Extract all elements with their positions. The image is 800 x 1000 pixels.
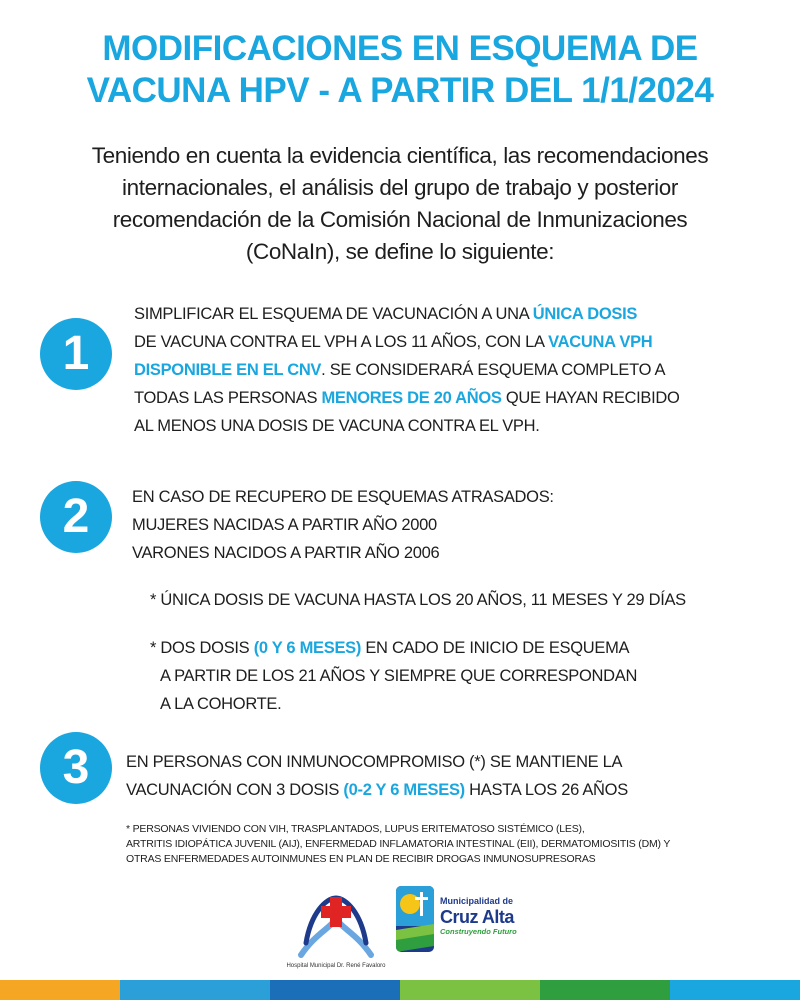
municipality-label: Municipalidad de — [440, 896, 514, 906]
footnote — [126, 822, 670, 867]
item-2-line-2: MUJERES NACIDAS A PARTIR AÑO 2000 — [132, 516, 437, 534]
item-2-sub-2-text-end: EN CADO DE INICIO DE ESQUEMA — [361, 639, 630, 657]
stripe-segment-blue — [120, 980, 270, 1000]
item-1-highlight-unica-dosis: ÚNICA DOSIS — [532, 305, 638, 323]
hospital-ribbon-cross-icon — [286, 883, 386, 963]
item-1-line-4-text-end: QUE HAYAN RECIBIDO — [501, 389, 680, 407]
hospital-logo-caption: Hospital Municipal Dr. René Favaloro — [286, 963, 386, 969]
item-2-number-badge: 2 — [40, 481, 112, 553]
page-title — [0, 28, 800, 112]
hospital-logo — [286, 883, 386, 963]
item-3-highlight-dosis: (0-2 Y 6 MESES) — [343, 781, 465, 799]
municipality-shield-icon — [396, 886, 434, 952]
item-2-highlight-dosis: (0 Y 6 MESES) — [253, 639, 362, 657]
municipality-text — [440, 896, 517, 937]
item-1-line-1-text: SIMPLIFICAR EL ESQUEMA DE VACUNACIÓN A UNA — [134, 305, 533, 323]
intro-line-4: (CoNaIn), se define lo siguiente: — [245, 239, 555, 264]
intro-paragraph — [40, 140, 760, 268]
intro-line-3: recomendación de la Comisión Nacional de Inmunizaciones — [112, 207, 688, 232]
item-2-sub-1 — [150, 586, 686, 614]
item-3-line-2 — [126, 776, 628, 804]
bottom-color-stripe — [0, 980, 800, 1000]
item-2-sub-2-line-3: A LA COHORTE. — [160, 695, 282, 713]
item-1-line-5: AL MENOS UNA DOSIS DE VACUNA CONTRA EL VPH. — [134, 417, 540, 435]
item-2-sub-2-line-2: A PARTIR DE LOS 21 AÑOS Y SIEMPRE QUE CORRESPONDAN — [160, 667, 638, 685]
item-1-text — [134, 300, 680, 440]
item-2-text — [132, 483, 554, 567]
item-2-sub-2-text: * DOS DOSIS — [150, 639, 254, 657]
item-3-text — [126, 748, 628, 804]
item-1-line-2 — [134, 328, 680, 356]
item-2-line-3: VARONES NACIDOS A PARTIR AÑO 2006 — [132, 544, 440, 562]
municipality-shield-logo — [396, 886, 434, 952]
footnote-line-1: * PERSONAS VIVIENDO CON VIH, TRASPLANTADOS, LUPUS ERITEMATOSO SISTÉMICO (LES), — [126, 823, 585, 835]
item-1-line-3-text: . SE CONSIDERARÁ ESQUEMA COMPLETO A — [321, 361, 666, 379]
intro-line-1: Teniendo en cuenta la evidencia científica, las recomendaciones — [91, 143, 709, 168]
item-3-line-2-text-end: HASTA LOS 26 AÑOS — [464, 781, 628, 799]
item-1-line-3 — [134, 356, 680, 384]
intro-line-2: internacionales, el análisis del grupo de trabajo y posterior — [122, 175, 678, 200]
title-line-1: MODIFICACIONES EN ESQUEMA DE — [102, 29, 698, 68]
item-3-line-1: EN PERSONAS CON INMUNOCOMPROMISO (*) SE MANTIENE LA — [126, 753, 623, 771]
municipality-slogan: Construyendo Futuro — [440, 927, 517, 936]
item-2-sub-2 — [150, 634, 637, 718]
stripe-segment-cyan — [670, 980, 800, 1000]
item-1-highlight-cnv: DISPONIBLE EN EL CNV — [134, 361, 322, 379]
municipality-name: Cruz Alta — [440, 907, 514, 927]
item-2-line-1: EN CASO DE RECUPERO DE ESQUEMAS ATRASADOS: — [132, 488, 554, 506]
item-3-line-2-text: VACUNACIÓN CON 3 DOSIS — [126, 781, 344, 799]
stripe-segment-light-green — [400, 980, 540, 1000]
item-1-number-badge: 1 — [40, 318, 112, 390]
item-1-line-4 — [134, 384, 680, 412]
item-1-highlight-vacuna-vph: VACUNA VPH — [548, 333, 653, 351]
item-1-line-4-text: TODAS LAS PERSONAS — [134, 389, 322, 407]
stripe-segment-green — [540, 980, 670, 1000]
item-1-line-2-text: DE VACUNA CONTRA EL VPH A LOS 11 AÑOS, CON LA — [134, 333, 549, 351]
stripe-segment-orange — [0, 980, 120, 1000]
item-2-sub-2-line-1 — [150, 634, 637, 662]
item-1-line-1 — [134, 300, 680, 328]
footnote-line-2: ARTRITIS IDIOPÁTICA JUVENIL (AIJ), ENFERMEDAD INFLAMATORIA INTESTINAL (EII), DERMATOMIOSITIS (DM) Y — [126, 838, 671, 850]
stripe-segment-dark-blue — [270, 980, 400, 1000]
item-1-highlight-menores: MENORES DE 20 AÑOS — [321, 389, 502, 407]
footnote-line-3: OTRAS ENFERMEDADES AUTOINMUNES EN PLAN DE RECIBIR DROGAS INMUNOSUPRESORAS — [126, 853, 596, 865]
title-line-2: VACUNA HPV - A PARTIR DEL 1/1/2024 — [86, 71, 714, 110]
item-3-number-badge: 3 — [40, 732, 112, 804]
item-2-sub-1-text: * ÚNICA DOSIS DE VACUNA HASTA LOS 20 AÑOS, 11 MESES Y 29 DÍAS — [150, 591, 686, 609]
